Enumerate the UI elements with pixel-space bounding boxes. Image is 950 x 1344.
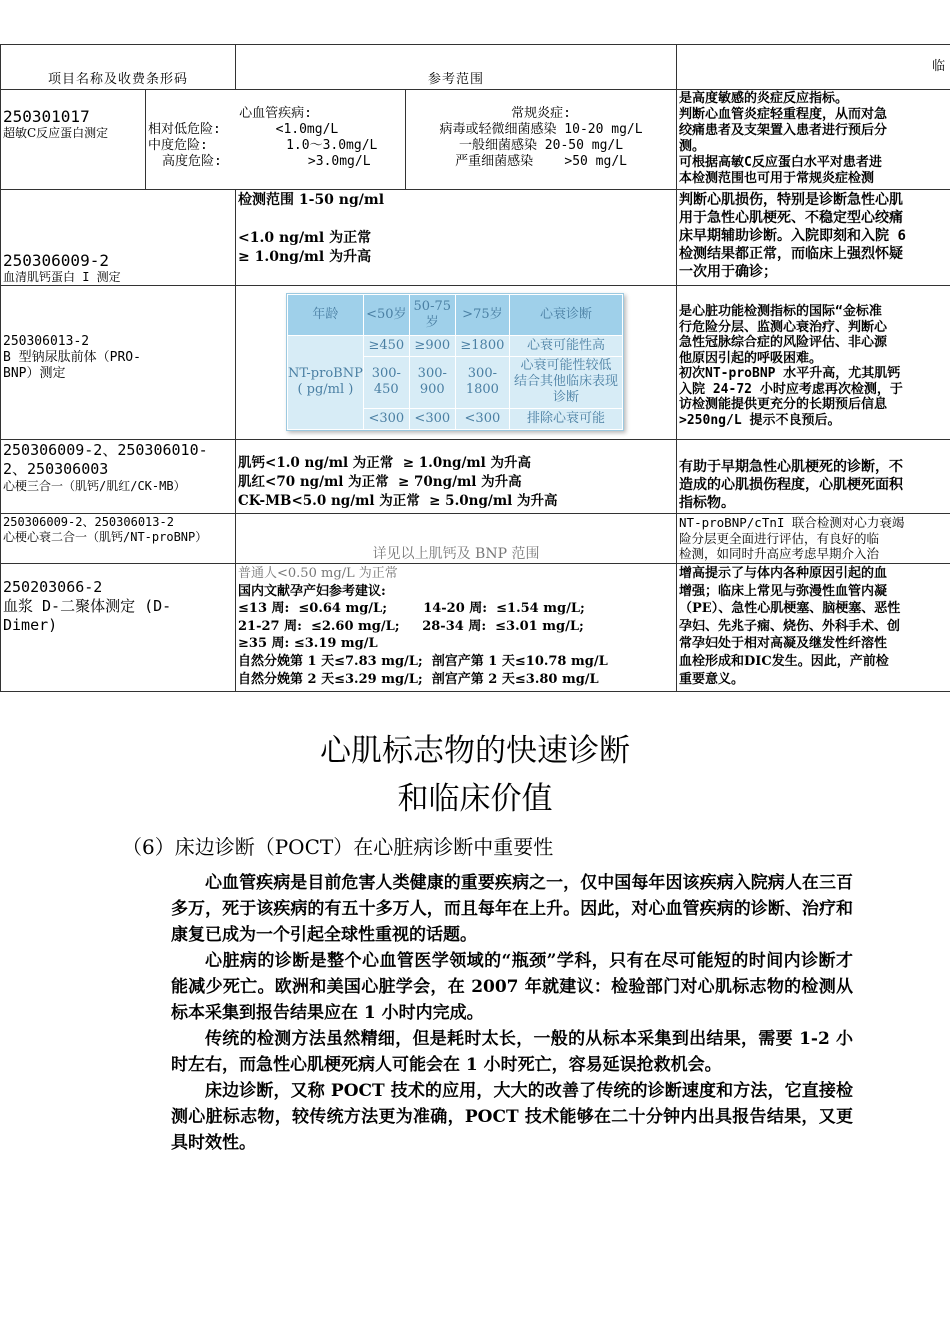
item-name: 血浆 D-二聚体测定 (D-	[3, 597, 172, 615]
bnp-cell: <300	[409, 408, 455, 429]
clinical-line: 判断心血管炎症轻重程度，从而对急	[679, 107, 888, 122]
section-heading: （6）床边诊断（POCT）在心脏病诊断中重要性	[122, 835, 554, 859]
clinical-line: 绞痛患者及支架置入患者进行预后分	[679, 123, 888, 138]
paragraph: 心血管疾病是目前危害人类健康的重要疾病之一，仅中国每年因该疾病入院病人在三百多万，死于该疾病的有五十多万人，而且每年在上升。因此，对心血管疾病的诊断、治疗和康复已成为一个引起全球性重视的话题。	[171, 873, 853, 945]
clinical-line: 用于急性心肌梗死、不稳定型心绞痛	[679, 210, 904, 226]
ref-line: 国内文献孕产妇参考建议:	[238, 583, 386, 599]
bnp-cell: ≥450	[363, 335, 409, 356]
item-code: 250306009-2、250306010-	[3, 441, 208, 459]
ref-cell-inflammation	[406, 90, 677, 190]
bnp-cell: 300-900	[409, 356, 455, 408]
clinical-line: 增强；临床上常见与弥漫性血管内凝	[679, 583, 888, 599]
clinical-line: （PE）、急性心肌梗塞、脑梗塞、恶性	[679, 601, 901, 617]
bnp-analyte-name: NT-proBNP	[288, 366, 363, 382]
ref-line: 严重细菌感染 >50 mg/L	[455, 154, 627, 169]
table-header-row	[1, 45, 950, 90]
clinical-cell	[677, 190, 950, 286]
ref-line: 病毒或轻微细菌感染 10-20 mg/L	[439, 122, 643, 137]
item-cell	[1, 564, 236, 692]
page-title-line: 心肌标志物的快速诊断	[320, 733, 630, 769]
clinical-cell	[677, 286, 950, 440]
item-cell	[1, 514, 236, 564]
item-name: BNP）测定	[3, 366, 66, 381]
reference-table	[0, 44, 950, 692]
clinical-line: 判断心肌损伤，特别是诊断急性心肌	[679, 192, 904, 208]
clinical-line: 是心脏功能检测指标的国际“金标准	[679, 304, 882, 319]
clinical-line: 血栓形成和DIC发生。因此，产前检	[679, 653, 889, 669]
ref-line: 中度危险: 1.0～3.0mg/L	[148, 138, 378, 153]
item-name: 心梗心衰二合一（肌钙/NT-proBNP）	[3, 530, 208, 544]
clinical-line: 是高度敏感的炎症反应指标。	[679, 91, 849, 106]
bnp-header: 心衰诊断	[510, 295, 623, 336]
ref-line: CK-MB<5.0 ng/ml 为正常 ≥ 5.0ng/ml 为升高	[238, 493, 558, 509]
bnp-cell: <300	[363, 408, 409, 429]
clinical-cell	[677, 440, 950, 514]
bnp-cell: ≥1800	[455, 335, 509, 356]
item-name: B 型钠尿肽前体（PRO-	[3, 350, 141, 365]
table-row	[1, 190, 950, 286]
ref-cell: 详见以上肌钙及 BNP 范围	[236, 514, 677, 564]
bnp-cell: 心衰可能性高	[510, 335, 623, 356]
clinical-cell	[677, 564, 950, 692]
ref-line: 常规炎症:	[511, 106, 571, 121]
table-row	[1, 440, 950, 514]
item-cell	[1, 190, 236, 286]
clinical-line: >250ng/L 提示不良预后。	[679, 412, 841, 428]
bnp-cell: <300	[455, 408, 509, 429]
ntprobnp-table	[287, 294, 623, 430]
ref-cell	[236, 286, 677, 440]
bnp-unit: ( pg/ml )	[297, 382, 354, 398]
ref-cell	[236, 190, 677, 286]
clinical-line: 一次用于确诊；	[679, 264, 778, 280]
ref-line: 检测范围 1-50 ng/ml	[238, 192, 385, 208]
table-row	[1, 514, 950, 564]
ref-cell	[236, 564, 677, 692]
ref-line: 高度危险: >3.0mg/L	[162, 154, 371, 169]
paragraph: 床边诊断，又称 POCT 技术的应用，大大的改善了传统的诊断速度和方法，它直接检测心脏标志物，较传统方法更为准确，POCT 技术能够在二十分钟内出具报告结果，又更具时效性。	[171, 1081, 853, 1153]
clinical-line: 孕妇、先兆子痫、烧伤、外科手术、创	[679, 618, 901, 634]
ref-line	[238, 210, 674, 229]
ref-line: 一般细菌感染 20-50 mg/L	[458, 138, 624, 153]
clinical-line: 测。	[679, 139, 706, 154]
ref-line: <1.0 ng/ml 为正常	[238, 230, 372, 246]
table-row	[1, 286, 950, 440]
clinical-cell	[677, 90, 950, 190]
item-cell	[1, 440, 236, 514]
clinical-line: 急性冠脉综合症的风险评估、非心源	[679, 335, 888, 350]
clinical-line: 访检测能提供更充分的长期预后信息	[679, 397, 888, 412]
ref-cell-cardio	[146, 90, 406, 190]
clinical-line: 他原因引起的呼吸困难。	[679, 350, 823, 366]
clinical-cell	[677, 514, 950, 564]
header-reference: 参考范围	[236, 45, 677, 90]
clinical-line: 初次NT-proBNP 水平升高，尤其肌钙	[679, 366, 901, 381]
item-name: 血清肌钙蛋白 I 测定	[3, 270, 121, 284]
bnp-header: 年龄	[288, 295, 364, 336]
clinical-line: 险分层更全面进行评估，有良好的临	[679, 530, 880, 546]
bnp-cell: 300-450	[363, 356, 409, 408]
item-code: 250306009-2、250306013-2	[3, 515, 174, 529]
clinical-line: 可根据高敏C反应蛋白水平对患者进	[679, 155, 882, 170]
ref-line: 21-27 周: ≤2.60 mg/L; 28-34 周: ≤3.01 mg/L;	[238, 618, 584, 634]
clinical-line: 重要意义。	[679, 671, 745, 687]
item-cell	[1, 286, 236, 440]
clinical-line: 造成的心肌损伤程度，心肌梗死面积	[679, 477, 904, 493]
bnp-cell: 300-1800	[455, 356, 509, 408]
header-code: 项目名称及收费条形码	[1, 45, 236, 90]
bnp-header: >75岁	[455, 295, 509, 336]
item-code: 250301017	[3, 107, 90, 126]
ref-line: 相对低危险: <1.0mg/L	[148, 122, 339, 137]
body-text	[171, 870, 853, 1156]
item-code: 250203066-2	[3, 578, 103, 596]
item-name: 超敏C反应蛋白测定	[3, 126, 109, 140]
page-title	[0, 728, 950, 822]
bnp-cell: 排除心衰可能	[510, 408, 623, 429]
clinical-line: 指标物。	[679, 495, 736, 511]
table-row	[1, 90, 950, 190]
item-code: 2、250306003	[3, 460, 109, 478]
clinical-line: 行危险分层、监测心衰治疗、判断心	[679, 319, 888, 335]
ref-line: 普通人<0.50 mg/L 为正常	[238, 566, 398, 581]
item-name: 心梗三合一（肌钙/肌红/CK-MB）	[3, 479, 186, 493]
ref-line: ≥ 1.0ng/ml 为升高	[238, 249, 372, 265]
clinical-line: 检测结果都正常，而临床上强烈怀疑	[679, 246, 904, 262]
ref-line: 自然分娩第 1 天≤7.83 mg/L; 剖宫产第 1 天≤10.78 mg/L	[238, 653, 608, 669]
item-code: 250306009-2	[3, 251, 109, 270]
paragraph: 传统的检测方法虽然精细，但是耗时太长，一般的从标本采集到出结果，需要 1-2 小时左右，而急性心肌梗死病人可能会在 1 小时死亡，容易延误抢救机会。	[171, 1029, 853, 1075]
ref-line: 肌红<70 ng/ml 为正常 ≥ 70ng/ml 为升高	[238, 474, 522, 490]
ref-line: 肌钙<1.0 ng/ml 为正常 ≥ 1.0ng/ml 为升高	[238, 455, 532, 471]
bnp-cell: 心衰可能性较低 结合其他临床表现诊断	[510, 356, 623, 408]
clinical-line: 床早期辅助诊断。入院即刻和入院 6	[679, 228, 906, 244]
clinical-line: 本检测范围也可用于常规炎症检测	[679, 171, 875, 186]
table-row	[1, 564, 950, 692]
ref-cell	[236, 440, 677, 514]
clinical-line: 入院 24-72 小时应考虑再次检测，于	[679, 381, 903, 397]
item-name: Dimer)	[3, 616, 58, 634]
item-code: 250306013-2	[3, 334, 90, 349]
bnp-header: 50-75岁	[409, 295, 455, 336]
ref-line: 自然分娩第 2 天≤3.29 mg/L; 剖宫产第 2 天≤3.80 mg/L	[238, 671, 599, 687]
paragraph: 心脏病的诊断是整个心血管医学领域的“瓶颈”学科，只有在尽可能短的时间内诊断才能减少死亡。欧洲和美国心脏学会，在 2007 年就建议：检验部门对心肌标志物的检测从标本采集到报告结果应在 1 小时内完成。	[171, 951, 853, 1023]
ref-line: 心血管疾病:	[239, 106, 312, 121]
bnp-cell: ≥900	[409, 335, 455, 356]
ntprobnp-reference-image	[286, 293, 624, 431]
clinical-line: 常孕妇处于相对高凝及继发性纤溶性	[679, 636, 888, 652]
bnp-analyte	[288, 335, 364, 429]
clinical-line: 有助于早期急性心肌梗死的诊断，不	[679, 459, 904, 475]
ref-line: ≥35 周: ≤3.19 mg/L	[238, 636, 378, 652]
header-clinical: 临	[677, 45, 950, 90]
item-cell	[1, 90, 146, 190]
ref-line: ≤13 周: ≤0.64 mg/L; 14-20 周: ≤1.54 mg/L;	[238, 601, 585, 617]
bnp-header: <50岁	[363, 295, 409, 336]
clinical-line: NT-proBNP/cTnI 联合检测对心力衰竭	[679, 515, 905, 530]
page-title-line: 和临床价值	[397, 781, 553, 817]
clinical-line: 检测，如同时升高应考虑早期介入治	[679, 546, 880, 561]
clinical-line: 增高提示了与体内各种原因引起的血	[679, 566, 888, 581]
